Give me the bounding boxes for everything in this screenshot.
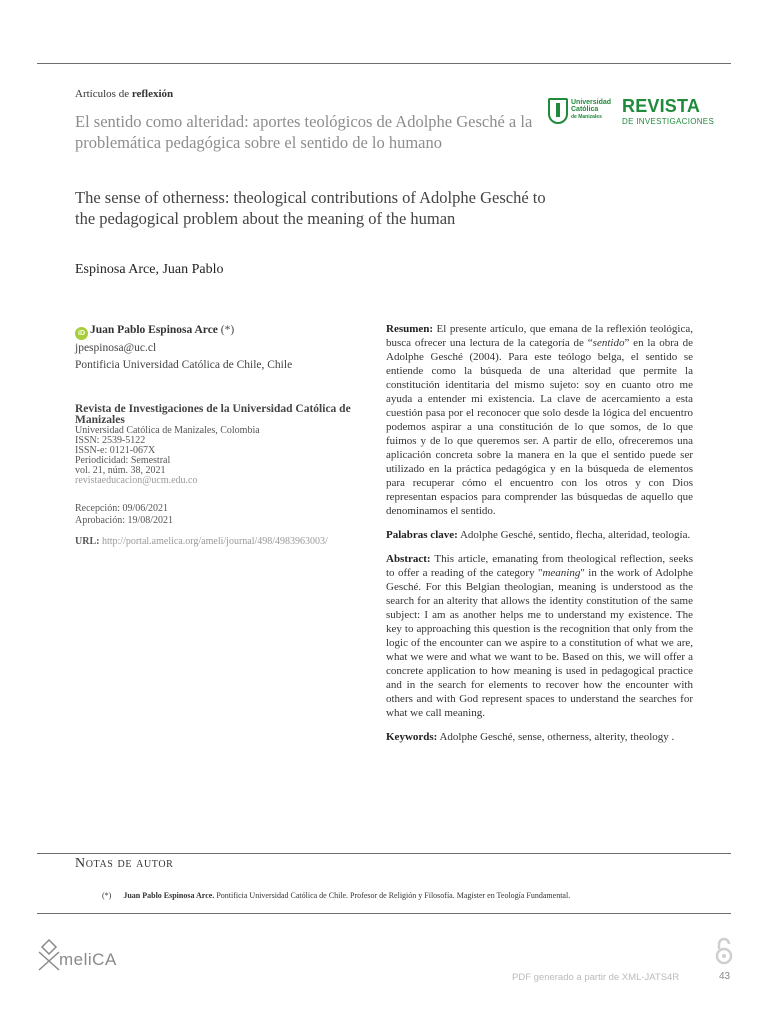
journal-logo xyxy=(548,96,733,130)
footer-rule xyxy=(37,913,731,914)
orcid-icon[interactable]: iD xyxy=(75,327,88,340)
abstract-column xyxy=(386,322,693,754)
journal-volume: vol. 21, núm. 38, 2021 xyxy=(75,465,166,476)
notes-title: Notas de autor xyxy=(75,856,174,871)
open-access-icon xyxy=(712,936,736,966)
journal-name: Revista de Investigaciones de la Universidad Católica de Manizales xyxy=(75,403,351,426)
section-bold: reflexión xyxy=(131,88,174,100)
author-note: (*) Juan Pablo Espinosa Arce. Pontificia Universidad Católica de Chile. Profesor de Religión y Filosofía. Magister en Teología Fundamental. xyxy=(102,891,571,900)
author-institution: Pontificia Universidad Católica de Chile, Chile xyxy=(75,359,293,371)
top-rule xyxy=(37,63,731,64)
received-date: Recepción: 09/06/2021 xyxy=(75,503,169,514)
author-name: Juan Pablo Espinosa Arce xyxy=(90,324,218,336)
notes-rule xyxy=(37,853,731,854)
section-prefix: Artículos de xyxy=(75,88,130,100)
amelica-logo xyxy=(37,938,137,972)
url-label: URL: xyxy=(75,536,100,547)
author-line: Espinosa Arce, Juan Pablo xyxy=(75,262,224,277)
article-url xyxy=(75,536,375,547)
author-info xyxy=(75,322,375,374)
journal-issn: ISSN: 2539-5122 xyxy=(75,435,146,446)
journal-issne: ISSN-e: 0121-067X xyxy=(75,445,156,456)
logo-title: REVISTA xyxy=(622,96,701,116)
title-english: The sense of otherness: theological contributions of Adolphe Gesché to the pedagogical problem about the meaning of the human xyxy=(75,188,546,228)
journal-periodicity: Periodicidad: Semestral xyxy=(75,455,171,466)
author-email[interactable]: jpespinosa@uc.cl xyxy=(75,342,157,354)
university-name: Universidad Católica de Manizales xyxy=(571,99,612,120)
footer-generated: PDF generado a partir de XML-JATS4R xyxy=(512,972,680,983)
section-label xyxy=(75,88,173,100)
keywords-spanish: Palabras clave: Adolphe Gesché, sentido, flecha, alteridad, teología. xyxy=(386,529,691,541)
amelica-text: meliCA xyxy=(59,950,117,969)
abstract-english: Abstract: This article, emanating from theological reflection, seeks to offer a reading of the category "meaning" in the work of Adolphe Gesché. For this Belgian theologian, meaning is understood as the search for an alterity that allows the identity constitution of the same subject: I am as another helps me to understand my existence. The key to approaching this question is the recognition that only from the logic of the encounter can we aspire to a constitution of what we are, what we were and what we want to be. Based on this, we will offer a concrete application to how meaning is used in pedagogical practice and in the search for elements to recover how the encounter with others and with God represent spaces to understand the searches for what we call meaning. xyxy=(386,553,693,719)
page-number: 43 xyxy=(719,971,731,982)
url-link[interactable]: http://portal.amelica.org/ameli/journal/498/4983963003/ xyxy=(101,536,328,547)
abstract-spanish: Resumen: El presente artículo, que emana de la reflexión teológica, busca ofrecer una lectura de la categoría de “sentido” en la obra de Adolphe Gesché (2004). Para este teólogo belga, el sentido se entiende como la búsqueda de una alteridad que permite la constitución identitaria del mismo sujeto: soy en cuanto otro me ayuda a entender mi existencia. La clave de acercamiento a esta cuestión pasa por el reconocer que solo desde la lógica del encuentro podemos aspirar a una constitución de lo que somos, de lo que fuimos y de lo que queremos ser. A partir de ello, ofreceremos una aplicación concreta sobre la manera en la que el sentido puede ser utilizado en la práctica pedagógica y en la búsqueda de elementos para recuperar cómo el encuentro con los otros y con Dios representan espacios para comprender las búsquedas de aquello que denominamos el sentido. xyxy=(386,323,693,517)
title-spanish: El sentido como alteridad: aportes teológicos de Adolphe Gesché a la problemática pedagógica sobre el sentido de lo humano xyxy=(75,112,533,152)
dates xyxy=(75,503,375,527)
logo-subtitle: DE INVESTIGACIONES xyxy=(622,117,715,126)
keywords-english: Keywords: Adolphe Gesché, sense, otherness, alterity, theology . xyxy=(386,731,675,743)
approved-date: Aprobación: 19/08/2021 xyxy=(75,515,174,526)
author-marker: (*) xyxy=(220,324,235,336)
amelica-mark-icon xyxy=(37,938,61,972)
journal-email[interactable]: revistaeducacion@ucm.edu.co xyxy=(75,475,198,486)
journal-publisher: Universidad Católica de Manizales, Colombia xyxy=(75,425,260,436)
journal-info xyxy=(75,404,375,486)
